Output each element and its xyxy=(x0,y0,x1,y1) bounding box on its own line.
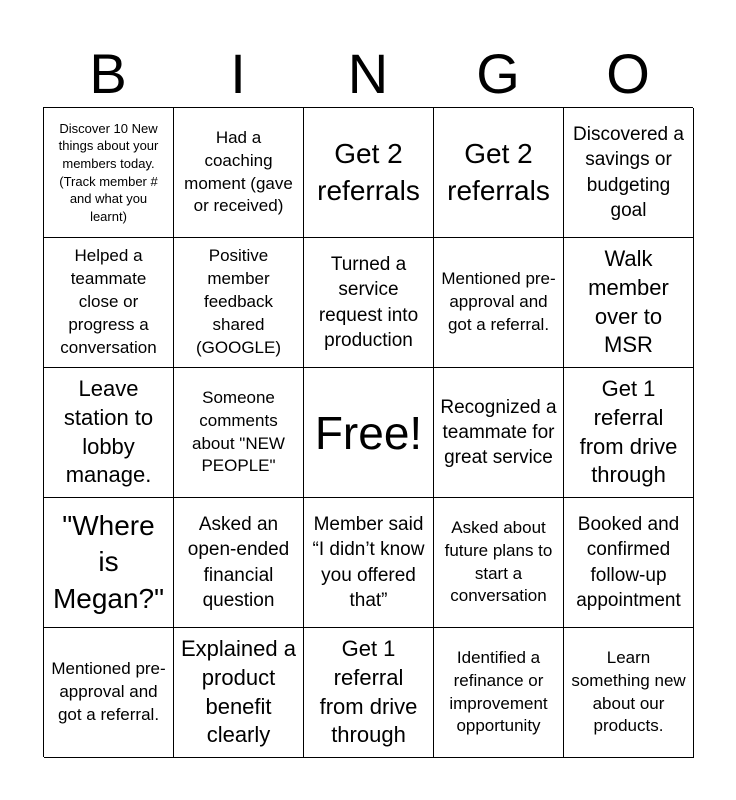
bingo-cell-r2-c5[interactable] xyxy=(564,238,694,368)
cell-text: Identified a refinance or improvement opportunity xyxy=(449,647,548,736)
bingo-cell-r2-c2[interactable] xyxy=(174,238,304,368)
bingo-cell-free[interactable] xyxy=(304,368,434,498)
bingo-cell-r5-c4[interactable] xyxy=(434,628,564,758)
bingo-header xyxy=(43,40,693,108)
bingo-board xyxy=(43,107,693,757)
cell-text: Walk member over to MSR xyxy=(588,246,669,358)
bingo-cell-r1-c2[interactable] xyxy=(174,108,304,238)
cell-text: Member said “I didn’t know you offered that” xyxy=(312,513,425,611)
bingo-cell-r4-c4[interactable] xyxy=(434,498,564,628)
bingo-cell-r4-c1[interactable] xyxy=(44,498,174,628)
cell-text: Explained a product benefit clearly xyxy=(181,636,296,748)
bingo-cell-r4-c2[interactable] xyxy=(174,498,304,628)
bingo-cell-r4-c3[interactable] xyxy=(304,498,434,628)
cell-text: Get 1 referral from drive through xyxy=(579,376,678,488)
cell-text: Mentioned pre-approval and got a referral. xyxy=(51,659,166,724)
cell-text: Get 2 referrals xyxy=(447,138,550,206)
cell-text: Discover 10 New things about your members today. (Track member # and what you learnt) xyxy=(58,120,159,224)
cell-text: "Where is Megan?" xyxy=(52,509,165,614)
bingo-cell-r3-c2[interactable] xyxy=(174,368,304,498)
cell-text: Get 2 referrals xyxy=(317,138,420,206)
cell-text: Helped a teammate close or progress a conversation xyxy=(60,246,157,357)
cell-text: Recognized a teammate for great service xyxy=(440,396,557,469)
cell-text: Positive member feedback shared (GOOGLE) xyxy=(195,246,281,357)
cell-text: Asked an open-ended financial question xyxy=(187,513,290,611)
header-letter-i: I xyxy=(230,42,246,105)
cell-text: Learn something new about our products. xyxy=(571,647,686,736)
header-letter-g: G xyxy=(476,42,520,105)
cell-text: Get 1 referral from drive through xyxy=(319,636,418,748)
bingo-cell-r3-c1[interactable] xyxy=(44,368,174,498)
bingo-cell-r1-c5[interactable] xyxy=(564,108,694,238)
bingo-cell-r5-c1[interactable] xyxy=(44,628,174,758)
header-letter-o: O xyxy=(606,42,650,105)
cell-text: Leave station to lobby manage. xyxy=(63,376,154,488)
header-letter-b: B xyxy=(89,42,127,105)
bingo-cell-r5-c5[interactable] xyxy=(564,628,694,758)
bingo-cell-r2-c1[interactable] xyxy=(44,238,174,368)
bingo-cell-r3-c5[interactable] xyxy=(564,368,694,498)
cell-text: Mentioned pre-approval and got a referral. xyxy=(441,269,556,334)
header-letter-n: N xyxy=(347,42,389,105)
cell-text: Discovered a savings or budgeting goal xyxy=(573,123,684,221)
cell-text: Turned a service request into production xyxy=(318,253,419,351)
cell-text: Booked and confirmed follow-up appointment xyxy=(576,513,681,611)
bingo-cell-r4-c5[interactable] xyxy=(564,498,694,628)
bingo-cell-r1-c1[interactable] xyxy=(44,108,174,238)
bingo-cell-r1-c4[interactable] xyxy=(434,108,564,238)
free-space-text: Free! xyxy=(314,406,423,459)
cell-text: Had a coaching moment (gave or received) xyxy=(184,127,293,216)
bingo-cell-r2-c4[interactable] xyxy=(434,238,564,368)
bingo-cell-r5-c2[interactable] xyxy=(174,628,304,758)
bingo-cell-r3-c4[interactable] xyxy=(434,368,564,498)
cell-text: Someone comments about "NEW PEOPLE" xyxy=(192,387,285,476)
bingo-cell-r1-c3[interactable] xyxy=(304,108,434,238)
cell-text: Asked about future plans to start a conversation xyxy=(444,517,553,606)
bingo-cell-r2-c3[interactable] xyxy=(304,238,434,368)
bingo-cell-r5-c3[interactable] xyxy=(304,628,434,758)
